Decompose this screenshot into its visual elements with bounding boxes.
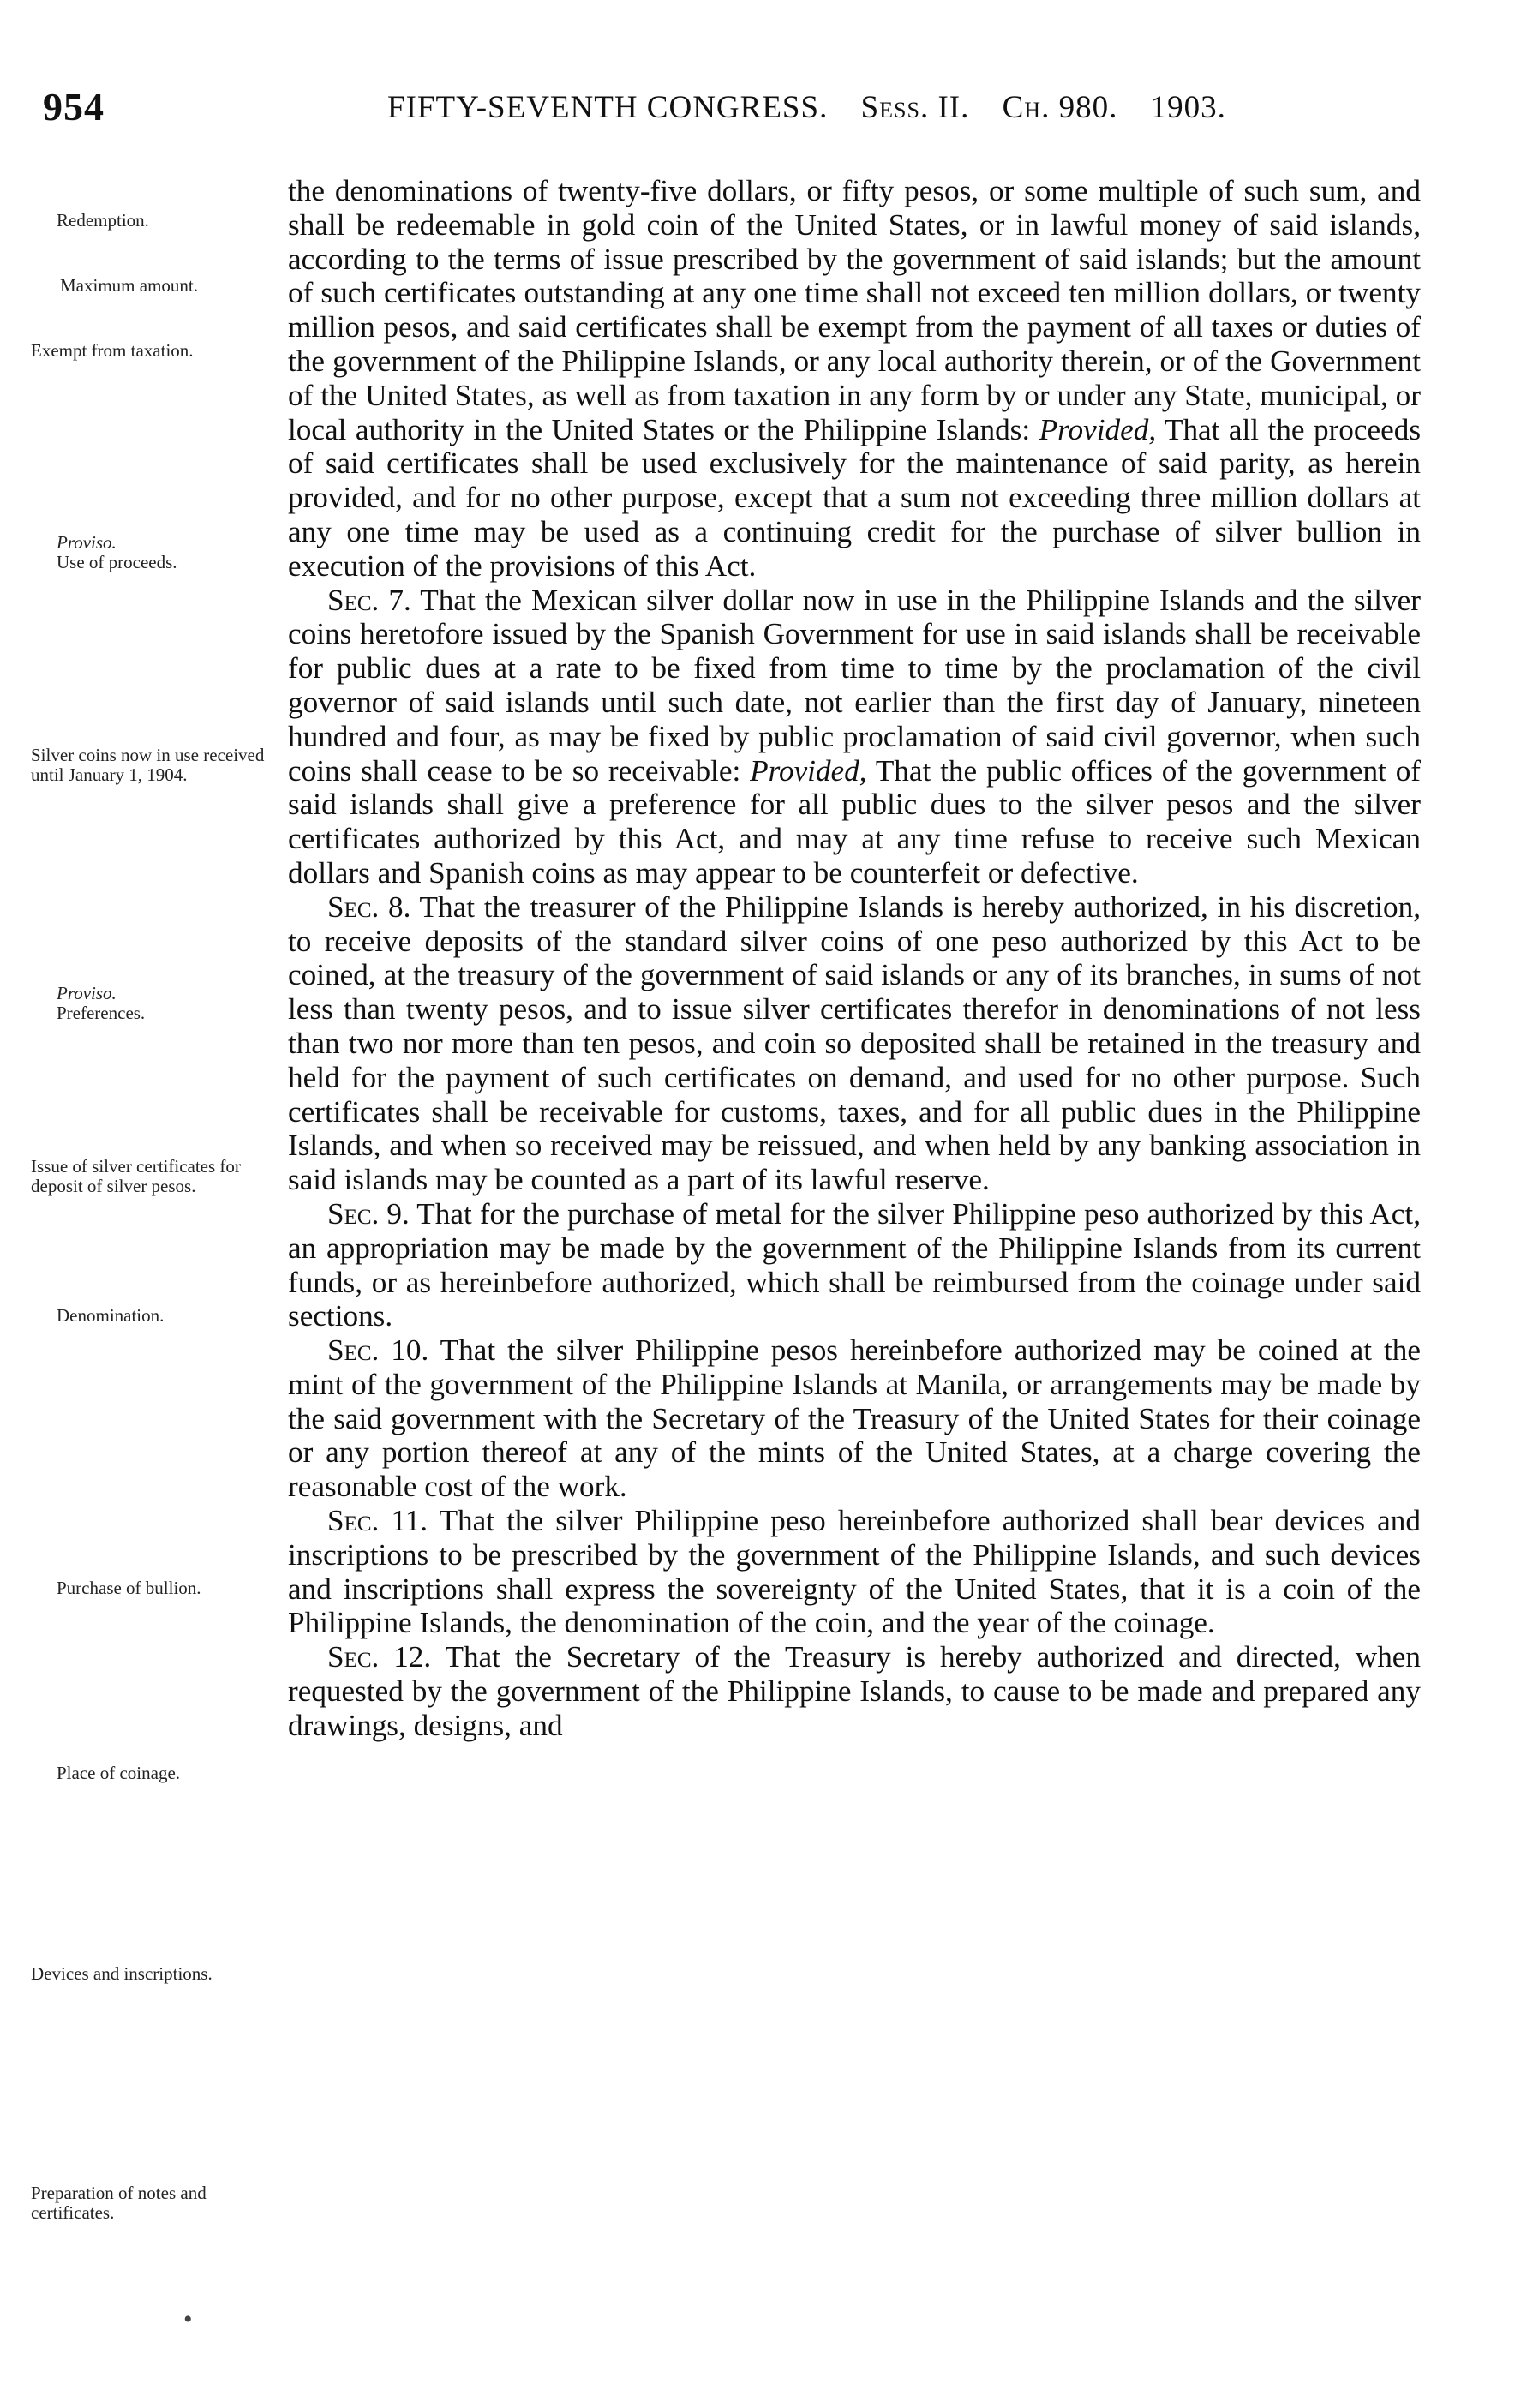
- section-label: Sec. 8.: [327, 890, 411, 924]
- margin-note-silver-coins: Silver coins now in use received until January 1, 1904.: [31, 745, 265, 785]
- section-label: Sec. 10.: [327, 1333, 429, 1368]
- section-7: [288, 584, 1421, 890]
- text-run: That the Mexican silver dollar now in use in the Philippine Islands and the silver coins heretofore issued by the Spanish Government for use in said islands shall be receivable for public dues at a rate to be fixed from time to time by the proclamation of the civil governor of said islands until such date, not earlier than the first day of January, nineteen hundred and four, as may be fixed by public proclamation of said civil governor, when such coins shall cease to be so receivable:: [288, 583, 1422, 788]
- margin-note-purchase-of-bullion: Purchase of bullion.: [57, 1578, 201, 1598]
- text-run: That the Secretary of the Treasury is hereby authorized and directed, when requested by the government of the Philippine Islands, to cause to be made and prepared any drawings, designs, and: [288, 1640, 1421, 1742]
- print-mark-dot: •: [183, 2305, 193, 2333]
- margin-note-label: Use of proceeds.: [57, 552, 177, 572]
- text-run: That the silver Philippine peso hereinbefore authorized shall bear devices and inscriptions to be prescribed by the government of the Philippine Islands, and such devices and inscriptions shall express the sovereignty of the United States, that it is a coin of the Philippine Islands, the denomination of the coin, and the year of the coinage.: [288, 1504, 1421, 1640]
- margin-note-maximum-amount: Maximum amount.: [60, 275, 198, 296]
- margin-note-use-of-proceeds: [57, 533, 314, 572]
- section-11: [288, 1504, 1421, 1640]
- margin-note-denomination: Denomination.: [57, 1305, 165, 1326]
- proviso-text: Provided,: [1039, 412, 1157, 446]
- text-run: That all the proceeds of said certificates shall be used exclusively for the maintenance of said parity, as herein provided, and for no other purpose, except that a sum not exceeding three million dollars at any one time may be used as a continuing credit for the purchase of silver bullion in execution of the provisions of this Act.: [288, 412, 1422, 583]
- proviso-label: Proviso.: [57, 532, 117, 553]
- text-run: the denominations of twenty-five dollars, or fifty pesos, or some multiple of such sum, and shall be redeemable in gold coin of the United States, or in lawful money of said islands, according to the terms of issue prescribed by the government of said islands; but the amount of such certificates outstanding at any one time shall not exceed ten million dollars, or twenty million pesos, and said certificates shall be exempt from the payment of all taxes or duties of the government of the Philippine Islands, or any local authority therein, or of the Government of the United States, as well as from taxation in any form by or under any State, municipal, or local authority in the United States or the Philippine Islands:: [288, 174, 1421, 446]
- section-8: [288, 890, 1421, 1197]
- section-label: Sec. 9.: [327, 1196, 410, 1231]
- margin-note-redemption: Redemption.: [57, 210, 149, 231]
- year-label: 1903.: [1150, 90, 1226, 125]
- section-12: [288, 1640, 1421, 1742]
- margin-note-label: Preferences.: [57, 1003, 146, 1023]
- proviso-text: Provided,: [750, 753, 867, 788]
- running-title: [387, 89, 1250, 126]
- text-run: That for the purchase of metal for the silver Philippine peso authorized by this Act, an appropriation may be made by the government of the Philippine Islands from its current funds, or as hereinbefore authorized, which shall be reimbursed from the coinage under said sections.: [288, 1196, 1421, 1333]
- margin-note-place-of-coinage: Place of coinage.: [57, 1763, 181, 1783]
- paragraph-continuation: [288, 174, 1421, 584]
- session-label: Sess. II.: [860, 90, 970, 125]
- margin-note-issue-of-silver-certificates: Issue of silver certificates for deposit of silver pesos.: [31, 1156, 241, 1196]
- section-label: Sec. 7.: [327, 583, 411, 617]
- margin-note-preferences: [57, 984, 314, 1023]
- section-10: [288, 1333, 1421, 1504]
- section-label: Sec. 11.: [327, 1504, 428, 1538]
- running-header: [43, 84, 1431, 135]
- text-run: That the public offices of the government of said islands shall give a preference for all public dues to the silver pesos and the silver certificates authorized by this Act, and may at any time refuse to receive such Mexican dollars and Spanish coins as may appear to be counterfeit or defective.: [288, 753, 1422, 890]
- congress-title: FIFTY-SEVENTH CONGRESS.: [387, 90, 829, 125]
- page-number: 954: [43, 85, 105, 129]
- margin-note-preparation-of-notes: Preparation of notes and certificates.: [31, 2183, 207, 2223]
- text-run: That the silver Philippine pesos hereinbefore authorized may be coined at the mint of the government of the Philippine Islands at Manila, or arrangements may be made by the said government with the Secretary of the Treasury of the United States for their coinage or any portion thereof at any of the mints of the United States, at a charge covering the reasonable cost of the work.: [288, 1333, 1422, 1504]
- section-9: [288, 1197, 1421, 1333]
- margin-note-devices-and-inscriptions: Devices and inscriptions.: [31, 1963, 213, 1984]
- text-run: That the treasurer of the Philippine Islands is hereby authorized, in his discretion, to receive deposits of the standard silver coins of one peso authorized by this Act to be coined, at the treasury of the government of said islands or any of its branches, in sums of not less than twenty pesos, and to issue silver certificates therefor in denominations of not less than two nor more than ten pesos, and coin so deposited shall be retained in the treasury and held for the payment of such certificates on demand, and used for no other purpose. Such certificates shall be receivable for customs, taxes, and for all public dues in the Philippine Islands, and when so received may be reissued, and when held by any banking association in said islands may be counted as a part of its lawful reserve.: [288, 890, 1421, 1197]
- body-text: [288, 174, 1421, 1743]
- margin-note-exempt-from-taxation: Exempt from taxation.: [31, 340, 194, 361]
- section-label: Sec. 12.: [327, 1640, 432, 1674]
- chapter-label: Ch. 980.: [1002, 90, 1118, 125]
- proviso-label: Proviso.: [57, 983, 117, 1003]
